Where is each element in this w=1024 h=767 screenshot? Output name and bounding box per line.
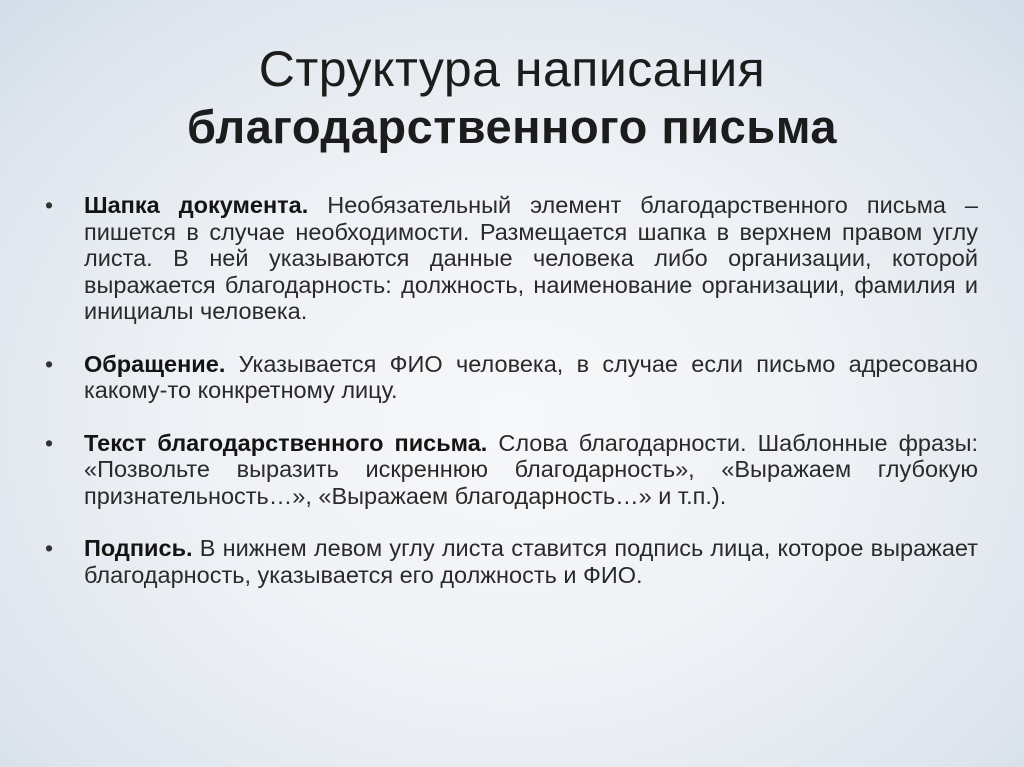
bullet-icon: • — [45, 429, 54, 456]
bullet-text: Необязательный элемент благодарственного письма – пишется в случае необходимости. Размещается шапка в верхнем правом углу листа. В ней указываются данные человека либо организации, которой выражается благодарность: должность, наименование организации, фамилия и инициалы человека. — [84, 192, 978, 324]
slide-title — [0, 40, 1024, 156]
bullet-icon: • — [45, 535, 54, 561]
bullet-icon: • — [45, 350, 54, 377]
bullet-heading: Обращение. — [84, 350, 239, 377]
bullet-item-body — [45, 430, 978, 510]
bullet-text: В нижнем левом углу листа ставится подпись лица, которое выражает благодарность, указывается его должность и ФИО. — [84, 535, 978, 588]
bullet-item-signature — [45, 535, 978, 588]
bullet-item-greeting — [45, 351, 978, 404]
bullet-list — [45, 192, 978, 614]
title-line-1: Структура написания — [258, 41, 766, 97]
bullet-heading: Текст благодарственного письма. — [84, 429, 499, 456]
bullet-text: Указывается ФИО человека, в случае если письмо адресовано какому-то конкретному лицу. — [84, 350, 978, 403]
title-line-2: благодарственного письма — [187, 100, 837, 153]
bullet-item-header — [45, 192, 978, 325]
bullet-text: Слова благодарности. Шаблонные фразы: «Позвольте выразить искреннюю благодарность», «Выражаем глубокую признательность…», «Выражаем благодарность…» и т.п.). — [84, 429, 978, 509]
bullet-heading: Подпись. — [84, 535, 200, 561]
bullet-icon: • — [45, 192, 54, 218]
bullet-heading: Шапка документа. — [84, 192, 328, 218]
